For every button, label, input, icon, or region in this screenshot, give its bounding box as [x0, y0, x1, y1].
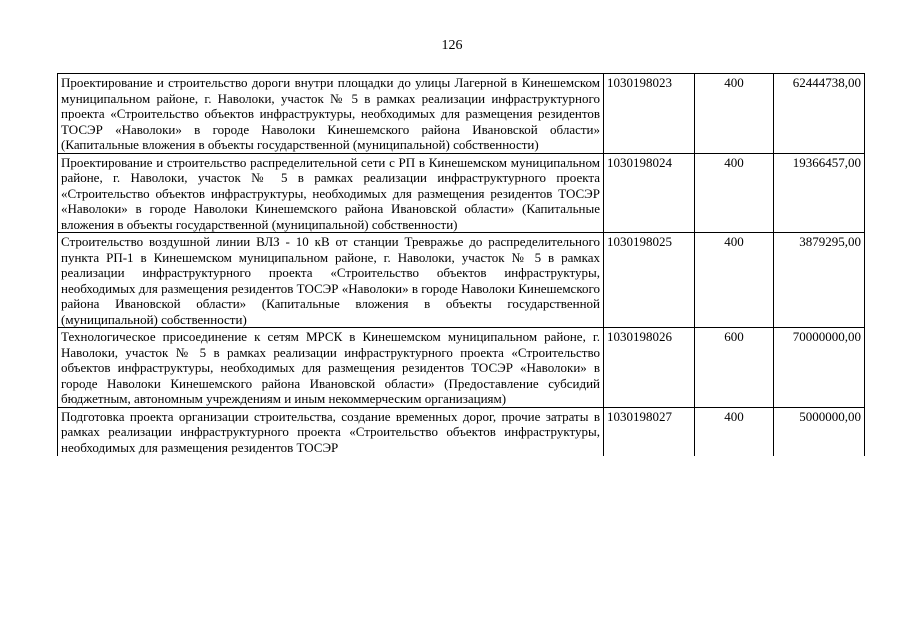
row-code: 1030198027 — [604, 407, 695, 456]
row-description: Проектирование и строительство распределительной сети с РП в Кинешемском муниципальном районе, г. Наволоки, участок № 5 в рамках реализации инфраструктурного проекта «Строительство объектов инфраструктуры, необходимых для размещения резидентов ТОСЭР «Наволоки» в городе Наволоки Кинешемского района Ивановской области» (Капитальные вложения в объекты государственной (муниципальной) собственности) — [58, 153, 604, 233]
table-row — [58, 153, 865, 233]
page-number: 126 — [441, 38, 463, 53]
row-code: 1030198024 — [604, 153, 695, 233]
row-description: Строительство воздушной линии ВЛЗ - 10 кВ от станции Тревражье до распределительного пункта РП-1 в Кинешемском муниципальном районе, г. Наволоки, участок № 5 в рамках реализации инфраструктурного проекта «Строительство объектов инфраструктуры, необходимых для размещения резидентов ТОСЭР «Наволоки» в городе Наволоки Кинешемского района Ивановской области» (Капитальные вложения в объекты государственной (муниципальной) собственности) — [58, 233, 604, 328]
table-row — [58, 407, 865, 456]
table-row — [58, 328, 865, 408]
row-amount: 19366457,00 — [774, 153, 865, 233]
budget-table — [57, 73, 865, 456]
row-description: Проектирование и строительство дороги внутри площадки до улицы Лагерной в Кинешемском муниципальном районе, г. Наволоки, участок № 5 в рамках реализации инфраструктурного проекта «Строительство объектов инфраструктуры, необходимых для размещения резидентов ТОСЭР «Наволоки» в городе Наволоки Кинешемского района Ивановской области» (Капитальные вложения в объекты государственной (муниципальной) собственности) — [58, 74, 604, 154]
row-amount: 62444738,00 — [774, 74, 865, 154]
row-amount: 3879295,00 — [774, 233, 865, 328]
row-description-text: Подготовка проекта организации строительства, создание временных дорог, прочие затраты в рамках реализации инфраструктурного проекта «Строительство объектов инфраструктуры, необходимых для размещения резидентов ТОСЭР — [61, 408, 600, 455]
row-expense-type: 400 — [695, 74, 774, 154]
row-code: 1030198026 — [604, 328, 695, 408]
row-expense-type: 400 — [695, 407, 774, 456]
row-amount: 5000000,00 — [774, 407, 865, 456]
row-expense-type: 400 — [695, 233, 774, 328]
row-amount: 70000000,00 — [774, 328, 865, 408]
row-expense-type: 400 — [695, 153, 774, 233]
row-code: 1030198023 — [604, 74, 695, 154]
row-code: 1030198025 — [604, 233, 695, 328]
row-expense-type: 600 — [695, 328, 774, 408]
row-description: Технологическое присоединение к сетям МРСК в Кинешемском муниципальном районе, г. Наволоки, участок № 5 в рамках реализации инфраструктурного проекта «Строительство объектов инфраструктуры, необходимых для размещения резидентов ТОСЭР «Наволоки» в городе Наволоки Кинешемского района Ивановской области» (Предоставление субсидий бюджетным, автономным учреждениям и иным некоммерческим организациям) — [58, 328, 604, 408]
table-row — [58, 74, 865, 154]
table-row — [58, 233, 865, 328]
row-description — [58, 407, 604, 456]
